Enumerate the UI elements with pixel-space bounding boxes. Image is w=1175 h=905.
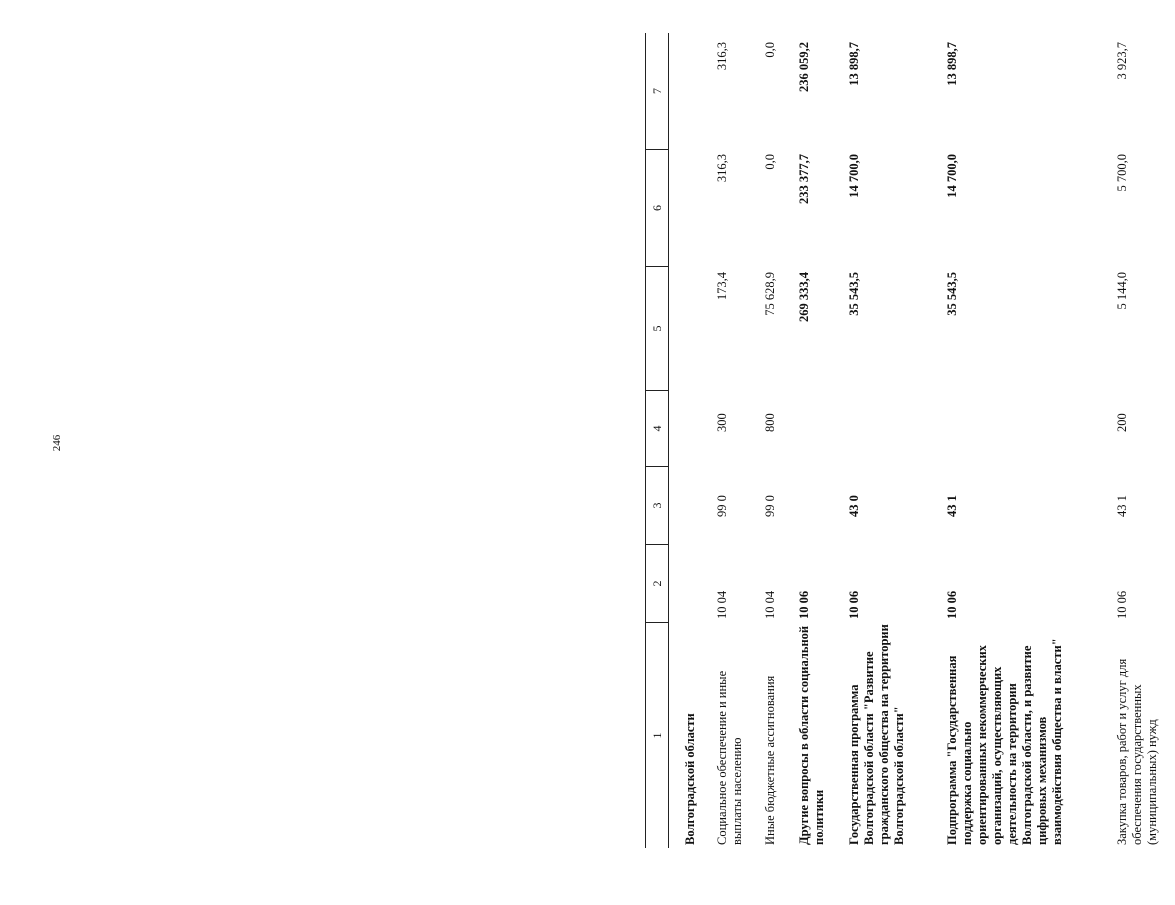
row-2-v6: 0,0: [763, 154, 777, 170]
row-2-target: 99 0: [763, 495, 777, 517]
row-4-name: Государственная программа Волгоградской области "Развитие гражданского общества на территории Волгоградской области": [847, 624, 906, 845]
row-1-type: 300: [715, 413, 729, 432]
row-3-v5: 269 333,4: [797, 272, 811, 322]
row-6-target: 43 1: [1115, 495, 1129, 517]
row-2-v7: 0,0: [763, 42, 777, 58]
row-4-v7: 13 898,7: [847, 42, 861, 86]
row-5-target: 43 1: [945, 495, 959, 517]
row-5-v5: 35 543,5: [945, 272, 959, 316]
row-1-target: 99 0: [715, 495, 729, 517]
row-6-v6: 5 700,0: [1115, 154, 1129, 192]
col-header-2: 2: [646, 545, 668, 623]
row-5-name: Подпрограмма "Государственная поддержка социально ориентированных некоммерческих организаций, осуществляющих деятельность на территории Волгоградской области, и развитие цифровых механизмов взаимодействия общества и власти": [945, 638, 1064, 845]
col-header-4: 4: [646, 391, 668, 467]
row-2-code: 10 04: [763, 590, 777, 619]
row-0-name: Волгоградской области: [683, 713, 697, 845]
col-header-6: 6: [646, 150, 668, 267]
row-1-name: Социальное обеспечение и иные выплаты населению: [715, 670, 744, 845]
row-4-target: 43 0: [847, 495, 861, 517]
col-header-7: 7: [646, 33, 668, 150]
row-2-name: Иные бюджетные ассигнования: [763, 675, 777, 845]
row-1-v6: 316,3: [715, 154, 729, 183]
row-2-v5: 75 628,9: [763, 272, 777, 316]
row-4-v6: 14 700,0: [847, 154, 861, 198]
table-header-row: [645, 33, 669, 848]
row-6-v5: 5 144,0: [1115, 272, 1129, 310]
row-6-v7: 3 923,7: [1115, 42, 1129, 80]
col-header-1: 1: [650, 732, 664, 739]
budget-table: [645, 33, 1175, 848]
row-3-v7: 236 059,2: [797, 42, 811, 92]
row-4-v5: 35 543,5: [847, 272, 861, 316]
row-3-code: 10 06: [797, 590, 811, 619]
row-3-name: Другие вопросы в области социальной политики: [797, 625, 826, 845]
row-3-v6: 233 377,7: [797, 154, 811, 204]
row-1-code: 10 04: [715, 590, 729, 619]
row-6-name: Закупка товаров, работ и услуг для обеспечения государственных (муниципальных) нужд: [1115, 658, 1159, 845]
row-5-code: 10 06: [945, 590, 959, 619]
row-6-code: 10 06: [1115, 590, 1129, 619]
row-5-v7: 13 898,7: [945, 42, 959, 86]
col-header-5: 5: [646, 267, 668, 391]
page-number: 246: [51, 434, 63, 452]
row-5-v6: 14 700,0: [945, 154, 959, 198]
row-1-v7: 316,3: [715, 42, 729, 71]
row-1-v5: 173,4: [715, 272, 729, 301]
row-6-type: 200: [1115, 413, 1129, 432]
col-header-3: 3: [646, 467, 668, 545]
row-2-type: 800: [763, 413, 777, 432]
row-4-code: 10 06: [847, 590, 861, 619]
